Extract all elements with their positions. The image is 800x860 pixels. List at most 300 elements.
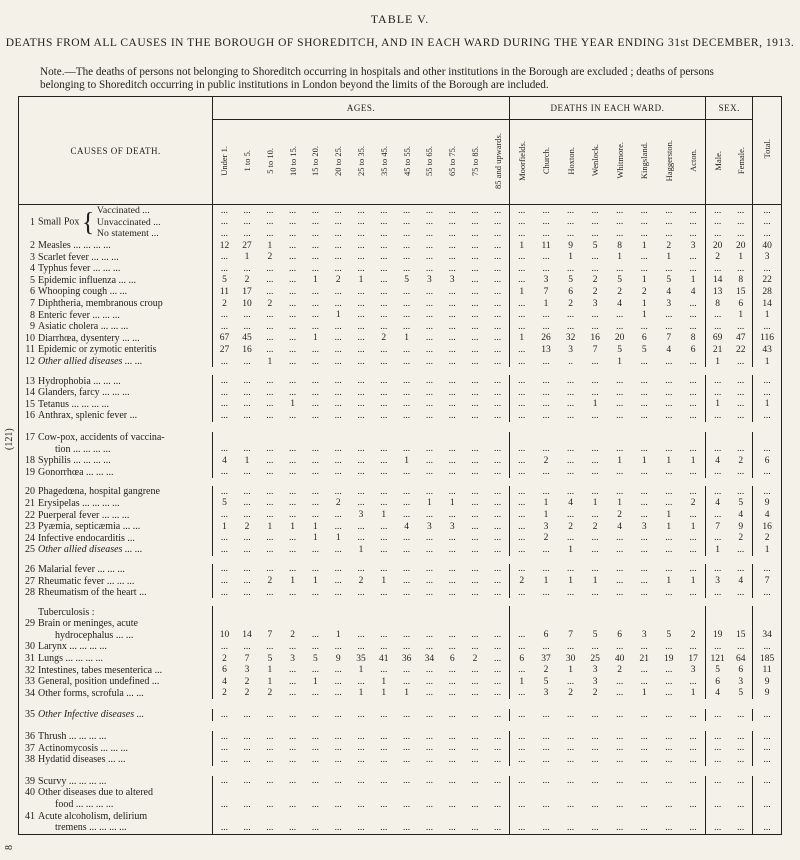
table-cell: ... <box>380 641 388 652</box>
table-cell: ... <box>689 544 697 555</box>
row-label: Small Pox <box>38 216 80 228</box>
table-cell: ... <box>380 344 388 355</box>
table-cell <box>753 618 782 630</box>
table-cell: ... <box>493 410 502 421</box>
table-cell <box>729 432 753 444</box>
cause-cell <box>19 799 213 811</box>
table-cell <box>236 810 259 822</box>
cause-cell <box>19 498 213 510</box>
table-cell: 21 <box>706 344 730 356</box>
table-cell: ... <box>706 731 730 743</box>
table-cell: ... <box>243 467 251 478</box>
table-cell: ... <box>542 444 550 455</box>
table-cell: ... <box>509 344 534 356</box>
table-cell <box>632 618 657 630</box>
table-cell: ... <box>243 822 251 833</box>
table-cell: ... <box>266 743 274 754</box>
table-row <box>19 443 782 455</box>
table-cell: ... <box>213 205 236 217</box>
table-cell: ... <box>665 498 673 509</box>
row-label: Typhus fever ... ... ... <box>38 263 121 275</box>
table-cell: ... <box>665 263 673 274</box>
cause-cell <box>19 575 213 587</box>
table-cell: 2 <box>509 575 534 587</box>
table-cell: ... <box>425 298 433 309</box>
table-cell <box>441 810 464 822</box>
table-cell: 2 <box>543 455 549 466</box>
cause-cell <box>19 399 213 411</box>
table-cell: ... <box>357 754 365 765</box>
table-cell: ... <box>737 822 745 833</box>
table-cell: ... <box>448 298 456 309</box>
table-cell: ... <box>471 544 479 555</box>
table-cell: 1 <box>267 521 273 532</box>
table-cell <box>281 606 304 618</box>
causes-header: CAUSES OF DEATH. <box>19 97 213 205</box>
table-cell: ... <box>289 587 297 598</box>
table-cell <box>395 606 418 618</box>
cause-cell <box>19 387 213 399</box>
table-row <box>19 822 782 834</box>
table-cell: ... <box>243 641 251 652</box>
table-cell: ... <box>403 754 411 765</box>
table-cell: 8 <box>738 275 744 286</box>
table-row <box>19 309 782 321</box>
cause-cell <box>19 298 213 310</box>
table-cell <box>304 810 327 822</box>
table-cell: 9 <box>753 676 782 688</box>
table-cell <box>213 810 236 822</box>
row-number: 34 <box>25 687 35 699</box>
table-cell: 36 <box>401 653 412 664</box>
table-cell: ... <box>737 376 745 387</box>
table-cell: ... <box>334 263 342 274</box>
table-cell: ... <box>380 630 388 641</box>
table-cell: 2 <box>753 532 782 544</box>
table-cell: ... <box>665 410 673 421</box>
table-cell: 20 <box>614 333 625 344</box>
table-cell: 10 <box>242 298 252 309</box>
table-cell: ... <box>640 356 648 367</box>
table-cell: 4 <box>213 676 236 688</box>
table-cell: ... <box>448 455 456 466</box>
table-cell: ... <box>591 228 599 239</box>
row-label: tremens ... ... ... ... <box>55 822 127 834</box>
table-cell: ... <box>591 486 599 497</box>
table-cell <box>558 606 583 618</box>
table-cell: ... <box>311 205 319 216</box>
table-cell <box>213 787 236 799</box>
table-cell <box>632 606 657 618</box>
cause-cell <box>19 688 213 700</box>
table-cell: ... <box>243 228 251 239</box>
table-cell: ... <box>616 376 624 387</box>
table-cell: 5 <box>738 688 744 699</box>
table-cell: 15 <box>735 630 746 641</box>
table-cell: ... <box>380 275 388 286</box>
table-cell: 1 <box>381 576 387 587</box>
table-cell: ... <box>380 399 388 410</box>
table-row <box>19 466 782 478</box>
table-cell: ... <box>311 263 319 274</box>
table-cell: ... <box>665 754 673 765</box>
table-cell: 67 <box>213 333 236 345</box>
table-cell: ... <box>425 564 433 575</box>
table-cell <box>583 618 608 630</box>
table-cell: ... <box>357 630 365 641</box>
table-row <box>19 486 782 498</box>
row-label: Tuberculosis : <box>38 606 95 618</box>
table-row <box>19 641 782 653</box>
row-number: 7 <box>30 298 35 310</box>
table-cell: ... <box>509 498 534 510</box>
table-cell: ... <box>509 742 534 754</box>
table-cell: ... <box>448 510 456 521</box>
table-row <box>19 564 782 576</box>
table-cell: ... <box>665 399 673 410</box>
table-cell: ... <box>289 298 297 309</box>
table-cell: 2 <box>267 298 273 309</box>
table-cell: ... <box>640 376 648 387</box>
cause-cell <box>19 532 213 544</box>
table-row <box>19 653 782 665</box>
table-cell: ... <box>213 575 236 587</box>
table-cell: 3 <box>244 665 250 676</box>
table-cell: ... <box>616 709 624 720</box>
table-cell: ... <box>213 509 236 521</box>
table-cell: 10 <box>213 630 236 642</box>
table-cell: ... <box>425 228 433 239</box>
cause-cell <box>19 432 213 444</box>
table-cell: ... <box>591 321 599 332</box>
table-cell: ... <box>213 742 236 754</box>
table-cell: ... <box>689 399 697 410</box>
table-cell: ... <box>448 205 456 216</box>
table-cell: ... <box>471 217 479 228</box>
table-cell: 7 <box>244 653 250 664</box>
table-cell: ... <box>640 467 648 478</box>
table-cell: ... <box>706 228 730 240</box>
table-cell: ... <box>706 375 730 387</box>
table-row <box>19 410 782 422</box>
table-cell: 1 <box>290 576 295 587</box>
row-number: 10 <box>25 332 35 344</box>
table-cell: ... <box>737 217 745 228</box>
table-cell: ... <box>493 731 502 742</box>
table-cell: 1 <box>313 333 318 344</box>
table-cell: ... <box>689 444 697 455</box>
cause-cell <box>19 410 213 422</box>
table-cell: ... <box>243 321 251 332</box>
table-cell: ... <box>448 676 456 687</box>
table-cell: ... <box>311 252 319 263</box>
table-cell: ... <box>689 587 697 598</box>
table-cell: 1 <box>666 576 672 587</box>
table-cell: ... <box>311 743 319 754</box>
table-row <box>19 630 782 642</box>
table-cell: ... <box>471 776 479 787</box>
table-cell: ... <box>380 455 388 466</box>
table-cell: ... <box>567 228 575 239</box>
table-cell: ... <box>448 754 456 765</box>
table-cell: 1 <box>706 356 730 368</box>
table-cell: ... <box>567 217 575 228</box>
table-cell: ... <box>334 544 342 555</box>
table-cell: ... <box>509 799 534 811</box>
table-cell: ... <box>425 321 433 332</box>
table-cell: ... <box>311 688 319 699</box>
table-cell: ... <box>493 399 502 410</box>
table-cell: ... <box>289 498 297 509</box>
table-cell: ... <box>357 387 365 398</box>
table-cell: ... <box>706 466 730 478</box>
table-cell: ... <box>289 665 297 676</box>
table-cell: ... <box>706 822 730 834</box>
table-cell: ... <box>357 356 365 367</box>
table-cell: ... <box>266 731 274 742</box>
table-cell: ... <box>334 510 342 521</box>
cause-cell <box>19 709 213 721</box>
table-cell: ... <box>243 263 251 274</box>
table-cell: 45 <box>242 333 252 344</box>
table-title: TABLE V. <box>370 12 430 26</box>
table-cell: ... <box>689 410 697 421</box>
row-number: 1 <box>30 216 35 228</box>
table-row <box>19 298 782 310</box>
table-cell: ... <box>334 709 342 720</box>
table-cell: ... <box>509 275 534 287</box>
table-cell: ... <box>753 709 782 721</box>
table-cell: ... <box>289 410 297 421</box>
table-cell: ... <box>448 709 456 720</box>
table-cell: ... <box>243 376 251 387</box>
table-cell: ... <box>380 387 388 398</box>
spacer-row <box>19 478 782 486</box>
table-cell: ... <box>567 399 575 410</box>
table-cell: ... <box>243 731 251 742</box>
row-label: Other allied diseases ... ... <box>38 356 143 368</box>
table-cell: 27 <box>242 240 252 251</box>
table-cell <box>558 618 583 630</box>
table-cell: ... <box>665 217 673 228</box>
table-cell: ... <box>689 263 697 274</box>
table-cell: 17 <box>242 286 252 297</box>
table-cell: ... <box>425 587 433 598</box>
table-cell: ... <box>509 455 534 467</box>
table-cell: 1 <box>617 455 623 466</box>
table-cell: ... <box>591 754 599 765</box>
table-cell <box>213 606 236 618</box>
table-cell: 2 <box>690 630 696 641</box>
row-label: Pyæmia, septicæmia ... ... <box>38 521 141 533</box>
table-cell: ... <box>448 333 456 344</box>
smallpox-sublabel: No statement ... <box>96 228 159 240</box>
table-cell: ... <box>689 709 697 720</box>
row-number: 4 <box>30 263 35 275</box>
table-row <box>19 688 782 700</box>
table-cell: ... <box>425 576 433 587</box>
table-cell: ... <box>689 217 697 228</box>
table-cell: ... <box>737 444 745 455</box>
table-cell: ... <box>243 410 251 421</box>
table-cell <box>583 787 608 799</box>
row-label: Scurvy ... ... ... ... <box>38 775 107 787</box>
table-cell: 9 <box>568 240 573 251</box>
table-cell <box>304 432 327 444</box>
table-cell: ... <box>311 641 319 652</box>
table-cell: ... <box>334 399 342 410</box>
table-cell: ... <box>706 532 730 544</box>
table-row <box>19 375 782 387</box>
column-header: 15 to 20. <box>304 120 327 205</box>
table-cell: 1 <box>290 521 295 532</box>
table-cell: 1 <box>617 498 623 509</box>
table-cell: ... <box>753 742 782 754</box>
table-cell: ... <box>289 486 297 497</box>
table-cell: ... <box>640 754 648 765</box>
table-cell: ... <box>403 533 411 544</box>
table-cell: ... <box>640 731 648 742</box>
table-cell: 2 <box>592 286 598 297</box>
table-cell: ... <box>753 263 782 275</box>
table-cell: ... <box>616 676 624 687</box>
table-cell: ... <box>665 587 673 598</box>
table-cell: 7 <box>267 630 273 641</box>
table-cell: 4 <box>753 509 782 521</box>
table-cell: ... <box>243 356 251 367</box>
table-cell: ... <box>266 776 274 787</box>
table-cell: 3 <box>666 298 672 309</box>
table-cell: ... <box>311 510 319 521</box>
table-cell: ... <box>471 731 479 742</box>
table-cell: ... <box>425 665 433 676</box>
table-cell: ... <box>471 444 479 455</box>
cause-cell <box>19 544 213 556</box>
table-cell: 2 <box>543 533 549 544</box>
table-cell: ... <box>289 688 297 699</box>
table-cell: ... <box>567 533 575 544</box>
table-cell: 9 <box>753 688 782 700</box>
table-cell: ... <box>542 799 550 810</box>
table-cell: 5 <box>666 630 672 641</box>
table-cell <box>281 618 304 630</box>
table-cell: ... <box>665 376 673 387</box>
table-cell: 6 <box>543 630 549 641</box>
table-cell: ... <box>616 641 624 652</box>
table-cell: ... <box>334 217 342 228</box>
table-cell: ... <box>493 333 502 344</box>
column-header: 85 and upwards. <box>486 120 509 205</box>
table-cell: 1 <box>358 544 364 555</box>
row-number: 9 <box>30 321 35 333</box>
table-cell: ... <box>213 387 236 399</box>
table-cell <box>464 787 487 799</box>
table-cell: 6 <box>738 298 744 309</box>
table-cell: ... <box>706 509 730 521</box>
table-cell: ... <box>266 799 274 810</box>
table-cell: ... <box>640 641 648 652</box>
table-cell <box>236 787 259 799</box>
table-cell: 1 <box>690 275 696 286</box>
row-label: Larynx ... ... ... ... <box>38 641 107 653</box>
sex-header: SEX. <box>706 97 753 120</box>
table-cell: ... <box>213 731 236 743</box>
table-cell: ... <box>357 564 365 575</box>
table-cell: ... <box>689 743 697 754</box>
table-cell: ... <box>471 743 479 754</box>
table-cell: ... <box>243 587 251 598</box>
table-cell: ... <box>289 444 297 455</box>
table-cell: ... <box>706 709 730 721</box>
table-cell: ... <box>357 486 365 497</box>
row-label: Phagedœna, hospital gangrene <box>38 486 160 498</box>
page-number: (121) <box>4 428 15 450</box>
table-cell: ... <box>471 252 479 263</box>
table-cell: ... <box>493 217 502 228</box>
cause-cell <box>19 564 213 576</box>
table-cell: ... <box>753 443 782 455</box>
table-cell: ... <box>567 822 575 833</box>
table-cell: ... <box>448 467 456 478</box>
spacer-row <box>19 598 782 606</box>
table-cell: ... <box>380 356 388 367</box>
table-cell: ... <box>665 444 673 455</box>
table-cell: ... <box>311 486 319 497</box>
table-cell: 2 <box>617 665 623 676</box>
table-cell: ... <box>213 466 236 478</box>
row-label: Infective endocarditis ... <box>38 532 135 544</box>
table-cell: ... <box>425 263 433 274</box>
table-cell: ... <box>493 376 502 387</box>
table-cell: 2 <box>617 510 623 521</box>
table-cell <box>509 787 534 799</box>
table-cell: 5 <box>592 240 598 251</box>
table-cell: ... <box>493 205 502 216</box>
table-cell: ... <box>471 521 479 532</box>
row-label: General, position undefined ... <box>38 676 160 688</box>
table-cell: ... <box>737 587 745 598</box>
table-cell: ... <box>289 709 297 720</box>
table-cell: ... <box>640 486 648 497</box>
table-row <box>19 731 782 743</box>
table-cell: ... <box>213 544 236 556</box>
table-cell: ... <box>448 410 456 421</box>
table-row <box>19 321 782 333</box>
table-cell: ... <box>737 321 745 332</box>
table-cell: ... <box>591 641 599 652</box>
table-cell: ... <box>471 676 479 687</box>
table-cell: ... <box>591 533 599 544</box>
table-cell: 1 <box>267 240 273 251</box>
table-cell: ... <box>471 564 479 575</box>
table-cell: ... <box>493 653 502 664</box>
table-cell: 1 <box>381 688 387 699</box>
table-cell: ... <box>357 822 365 833</box>
table-cell: ... <box>243 387 251 398</box>
table-cell: ... <box>289 544 297 555</box>
table-cell: ... <box>266 310 274 321</box>
table-cell: ... <box>311 455 319 466</box>
table-cell: 8 <box>690 333 696 344</box>
table-cell: 26 <box>541 333 551 344</box>
table-cell: ... <box>689 754 697 765</box>
table-cell: ... <box>334 298 342 309</box>
table-cell: ... <box>471 630 479 641</box>
table-cell: ... <box>403 263 411 274</box>
table-row <box>19 709 782 721</box>
table-cell <box>464 810 487 822</box>
table-cell <box>681 432 706 444</box>
